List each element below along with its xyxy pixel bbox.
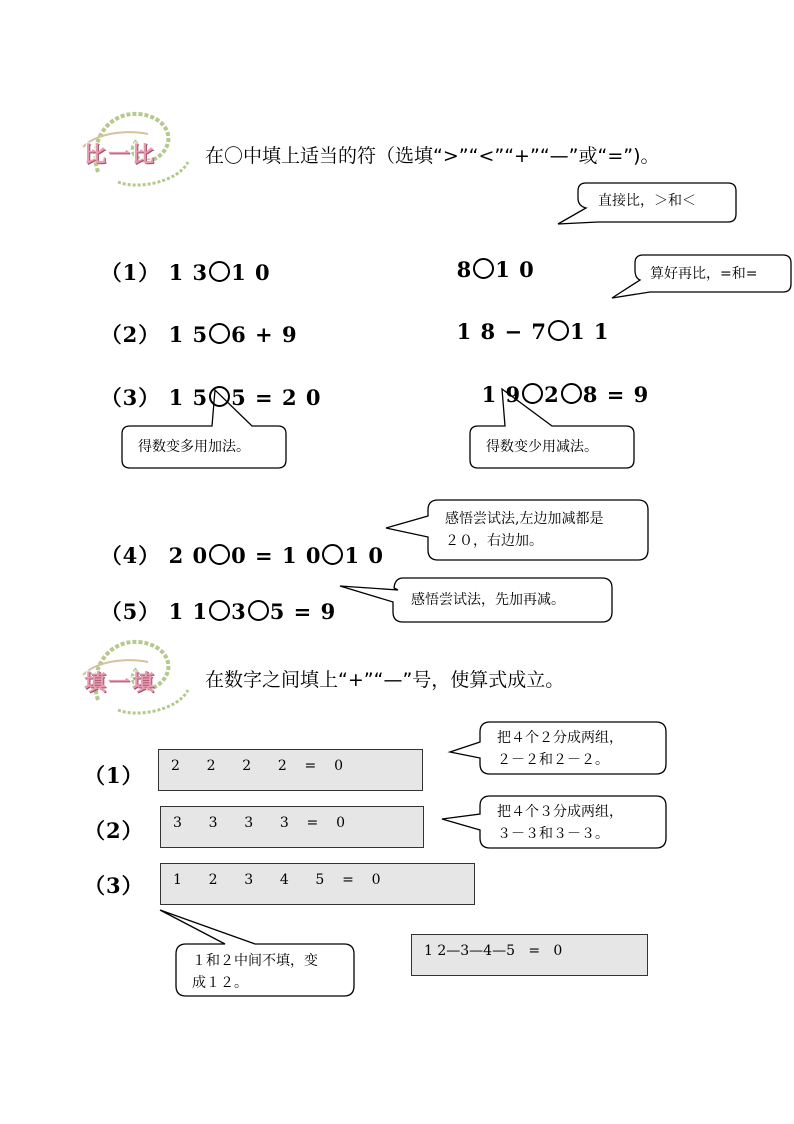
answer-circle[interactable] <box>209 386 230 407</box>
row-number: （2） <box>100 322 161 347</box>
callout-group2-line2: ２－２和２－２。 <box>497 752 609 768</box>
callout-try2-text: 感悟尝试法，先加再减。 <box>411 592 565 608</box>
callout-try1-line1: 感悟尝试法,左边加减都是 <box>445 511 604 527</box>
fill-row-3-number: （3） <box>84 873 144 898</box>
fill-row-1-box[interactable]: 2 2 2 2 = 0 <box>158 749 423 791</box>
row-number: （1） <box>100 260 161 285</box>
answer-circle[interactable] <box>522 383 543 404</box>
answer-circle[interactable] <box>248 600 269 621</box>
section2-badge-text: 填一填 <box>84 671 157 696</box>
row-number: （5） <box>100 599 161 624</box>
callout-group3-line1: 把４个３分成两组， <box>497 804 623 820</box>
answer-circle[interactable] <box>322 544 343 565</box>
equation-row-4: （4） 2 0 0 = 1 0 1 0 <box>100 543 385 568</box>
callout-compare-text: 直接比，＞和＜ <box>598 193 696 209</box>
fill-row-2-box[interactable]: 3 3 3 3 = 0 <box>160 806 424 848</box>
answer-box: 1 2—3—4—5 = 0 <box>411 934 648 976</box>
callout-calc-text: 算好再比，=和= <box>650 266 758 282</box>
callout-merge-line1: １和２中间不填，变 <box>192 953 318 969</box>
answer-circle[interactable] <box>209 261 230 282</box>
equation-row-2-right: 1 8 − 7 1 1 <box>456 319 610 344</box>
row-number: （3） <box>100 385 161 410</box>
equation-row-3-left: （3） 1 5 5 = 2 0 <box>100 385 322 410</box>
answer-circle[interactable] <box>209 544 230 565</box>
callout-try1-line2: ２０，右边加。 <box>445 533 543 549</box>
section1-badge <box>78 102 198 192</box>
answer-circle[interactable] <box>561 383 582 404</box>
section1-instruction: 在〇中填上适当的符（选填“>”“<”“+”“—”或“=”)。 <box>205 145 660 167</box>
equation-row-1-left: （1） 1 3 1 0 <box>100 260 271 285</box>
callout-merge-line2: 成１２。 <box>192 975 248 991</box>
answer-circle[interactable] <box>473 258 494 279</box>
equation-row-2-left: （2） 1 5 6 + 9 <box>100 322 298 347</box>
fill-row-3-box[interactable]: 1 2 3 4 5 = 0 <box>160 863 475 905</box>
equation-row-1-right: 8 1 0 <box>456 257 535 282</box>
answer-circle[interactable] <box>209 600 230 621</box>
callout-group3-line2: ３－３和３－３。 <box>497 826 609 842</box>
section2-instruction: 在数字之间填上“+”“—”号，使算式成立。 <box>205 669 565 691</box>
section2-badge <box>78 630 198 720</box>
section1-badge-text: 比一比 <box>84 143 157 168</box>
fill-row-2-number: （2） <box>84 818 144 843</box>
answer-circle[interactable] <box>209 323 230 344</box>
callout-group2-line1: 把４个２分成两组， <box>497 730 623 746</box>
answer-circle[interactable] <box>548 320 569 341</box>
equation-row-5: （5） 1 1 3 5 = 9 <box>100 599 337 624</box>
row-number: （4） <box>100 543 161 568</box>
callout-less-text: 得数变少用减法。 <box>486 439 598 455</box>
equation-row-3-right: 1 9 2 8 = 9 <box>481 382 650 407</box>
callout-more-text: 得数变多用加法。 <box>138 439 250 455</box>
fill-row-1-number: （1） <box>84 763 144 788</box>
